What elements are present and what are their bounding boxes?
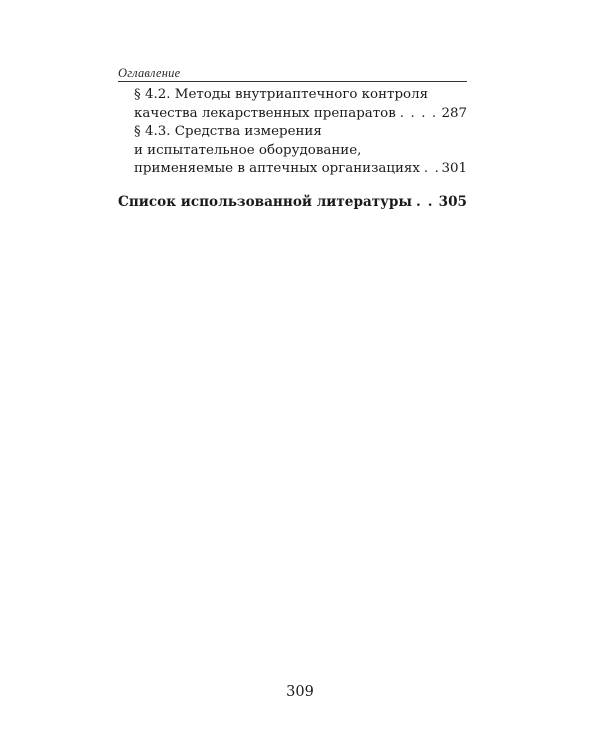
toc-entry-4-2-text: качества лекарственных препаратов bbox=[134, 105, 396, 121]
toc-entry-references bbox=[118, 193, 467, 212]
toc-entry-4-3-line-1: § 4.3. Средства измерения bbox=[134, 124, 322, 139]
dot-leader bbox=[396, 105, 440, 124]
toc-entry-4-2-page: 287 bbox=[441, 105, 467, 121]
toc-entry-4-3-line-3 bbox=[118, 160, 467, 179]
toc-entry-4-2-line-1: § 4.2. Методы внутриаптечного контроля bbox=[134, 87, 429, 102]
header-rule bbox=[118, 81, 467, 82]
toc-entry-4-3-page: 301 bbox=[441, 161, 467, 176]
dot-leader bbox=[412, 193, 437, 212]
dot-leader bbox=[420, 160, 440, 179]
table-of-contents bbox=[118, 86, 467, 211]
running-head: Оглавление bbox=[118, 66, 181, 80]
toc-entry-4-3-text: применяемые в аптечных организациях bbox=[134, 161, 420, 176]
toc-references-page: 305 bbox=[438, 193, 467, 210]
toc-references-title: Список использованной литературы bbox=[118, 193, 413, 210]
toc-entry-4-3-line-2: и испытательное оборудование, bbox=[134, 142, 362, 158]
toc-entry-4-2-line-2 bbox=[118, 105, 467, 124]
page-number: 309 bbox=[286, 684, 314, 700]
section-gap bbox=[118, 179, 467, 193]
